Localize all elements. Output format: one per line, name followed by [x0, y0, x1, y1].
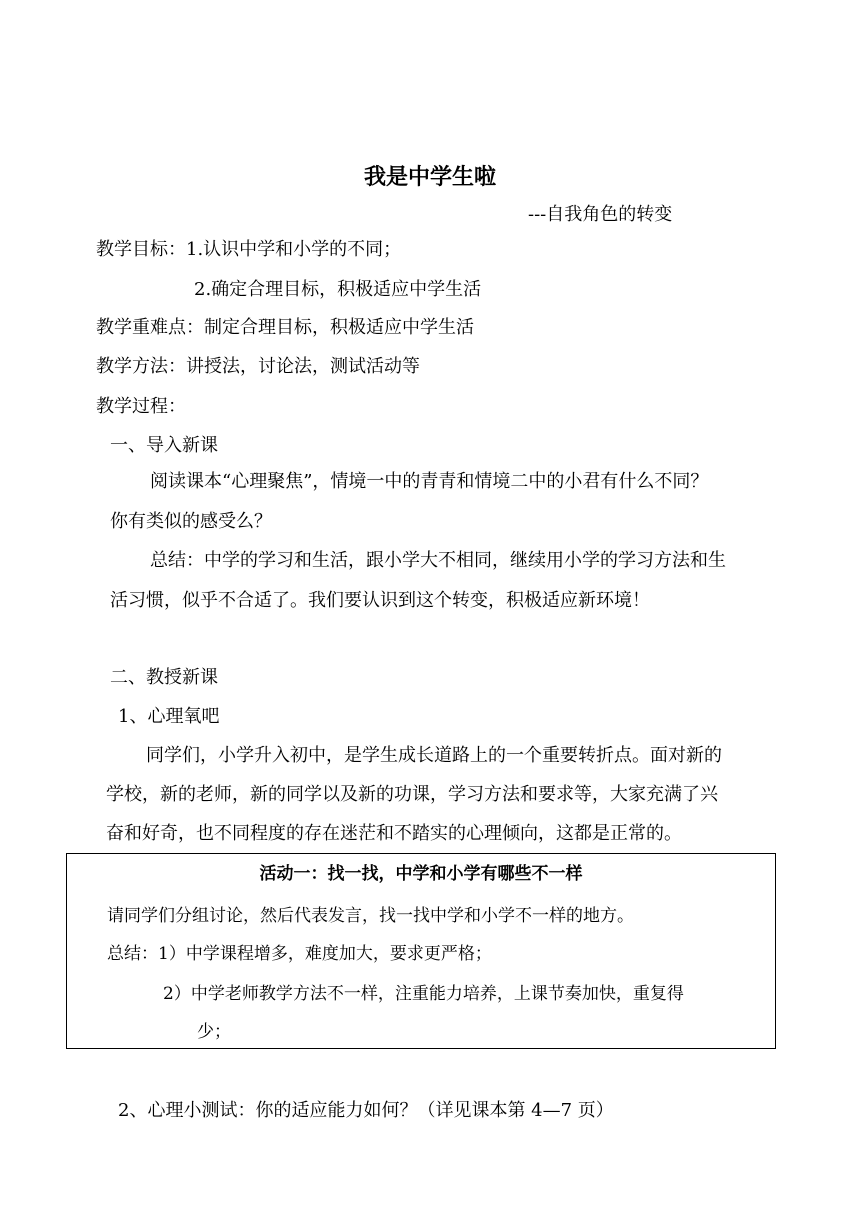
difficulty-line: 教学重难点：制定合理目标，积极适应中学生活	[96, 317, 474, 338]
goals-line-2: 2.确定合理目标，积极适应中学生活	[194, 279, 482, 300]
goals-line-1: 教学目标：1.认识中学和小学的不同；	[96, 239, 402, 260]
subsection1-para-line2: 学校，新的老师，新的同学以及新的功课，学习方法和要求等，大家充满了兴	[106, 784, 718, 805]
subsection2-heading: 2、心理小测试：你的适应能力如何？（详见课本第 4—7 页）	[118, 1100, 614, 1121]
subsection1-heading: 1、心理氧吧	[118, 706, 220, 727]
subsection1-para-line1: 同学们，小学升入初中，是学生成长道路上的一个重要转折点。面对新的	[146, 745, 722, 766]
section1-para1-line1: 阅读课本“心理聚焦”，情境一中的青青和情境二中的小君有什么不同？	[150, 471, 709, 492]
section1-para2-line2: 活习惯，似乎不合适了。我们要认识到这个转变，积极适应新环境！	[110, 590, 650, 611]
section1-heading: 一、导入新课	[110, 435, 218, 456]
doc-title: 我是中学生啦	[363, 165, 496, 190]
activity-box	[66, 853, 776, 1049]
activity-summary-line-3: 少；	[197, 1022, 231, 1042]
section1-para2-line1: 总结：中学的学习和生活，跟小学大不相同，继续用小学的学习方法和生	[150, 550, 726, 571]
activity-summary-line-2: 2）中学老师教学方法不一样，注重能力培养，上课节奏加快，重复得	[163, 984, 684, 1004]
section2-heading: 二、教授新课	[110, 667, 218, 688]
activity-line-1: 请同学们分组讨论，然后代表发言，找一找中学和小学不一样的地方。	[107, 906, 634, 926]
process-label: 教学过程：	[96, 396, 186, 417]
methods-line: 教学方法：讲授法，讨论法，测试活动等	[96, 356, 420, 377]
activity-title: 活动一：找一找，中学和小学有哪些不一样	[259, 864, 583, 884]
doc-subtitle: ---自我角色的转变	[528, 204, 673, 225]
activity-summary-line-1: 总结：1）中学课程增多，难度加大，要求更严格；	[107, 944, 492, 964]
section1-para1-line2: 你有类似的感受么？	[110, 511, 272, 532]
subsection1-para-line3: 奋和好奇，也不同程度的存在迷茫和不踏实的心理倾向，这都是正常的。	[106, 823, 682, 844]
